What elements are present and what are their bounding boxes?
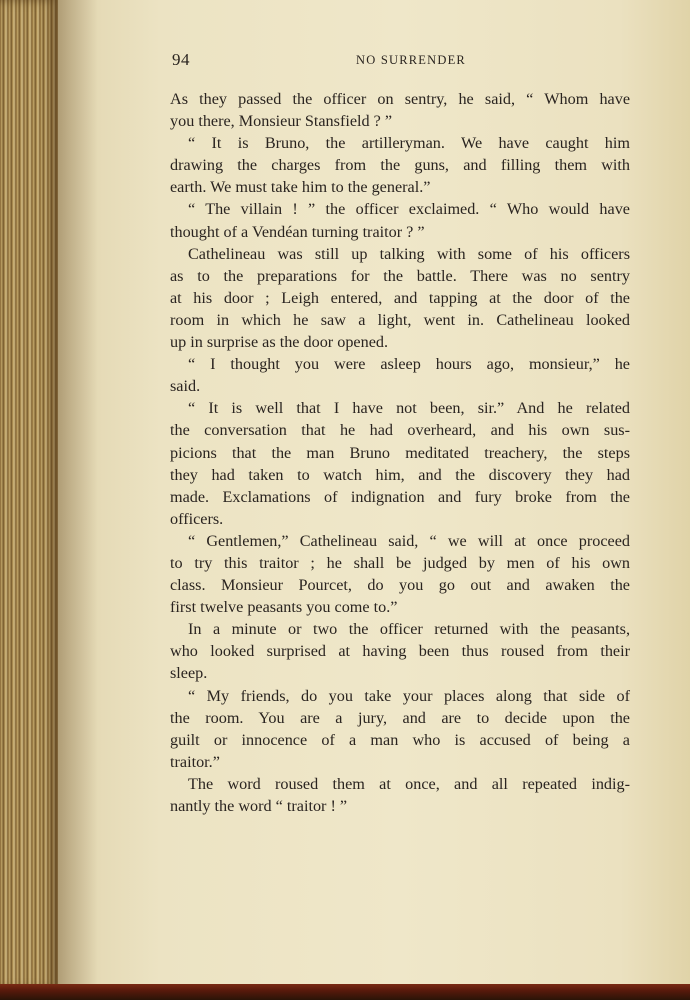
text-line: traitor.” bbox=[170, 752, 220, 771]
text-line: you there, Monsieur Stansfield ? ” bbox=[170, 112, 393, 131]
text-line: “ I thought you were asleep hours ago, monsieur,” he bbox=[188, 355, 630, 374]
text-line: picions that the man Bruno meditated treachery, the steps bbox=[170, 443, 630, 462]
text-line: room in which he saw a light, went in. Cathelineau looked bbox=[170, 310, 630, 329]
text-line: as to the preparations for the battle. There was no sentry bbox=[170, 266, 630, 285]
text-line: officers. bbox=[170, 509, 224, 528]
text-line: at his door ; Leigh entered, and tapping at the door of the bbox=[170, 288, 630, 307]
text-line: the conversation that he had overheard, and his own sus- bbox=[170, 421, 630, 440]
text-line: the room. You are a jury, and are to decide upon the bbox=[170, 708, 630, 727]
text-line: first twelve peasants you come to.” bbox=[170, 598, 398, 617]
text-line: drawing the charges from the guns, and filling them with bbox=[170, 156, 630, 175]
text-line: who looked surprised at having been thus roused from their bbox=[170, 642, 630, 661]
text-line: The word roused them at once, and all repeated indig- bbox=[188, 774, 630, 793]
text-line: class. Monsieur Pourcet, do you go out and awaken the bbox=[170, 576, 630, 595]
text-line: “ The villain ! ” the officer exclaimed. “ Who would have bbox=[188, 200, 630, 219]
text-line: “ My friends, do you take your places along that side of bbox=[188, 686, 630, 705]
text-line: they had taken to watch him, and the discovery they had bbox=[170, 465, 630, 484]
text-line: guilt or innocence of a man who is accused of being a bbox=[170, 730, 630, 749]
text-line: up in surprise as the door opened. bbox=[170, 333, 389, 352]
text-line: “ It is well that I have not been, sir.” And he related bbox=[188, 399, 630, 418]
text-line: made. Exclamations of indignation and fury broke from the bbox=[170, 487, 630, 506]
gutter-shadow bbox=[58, 0, 98, 990]
text-line: “ It is Bruno, the artilleryman. We have caught him bbox=[188, 134, 630, 153]
book-cover-edge bbox=[0, 984, 690, 1000]
running-title: NO SURRENDER bbox=[356, 53, 466, 67]
page-header bbox=[172, 50, 630, 72]
text-line: sleep. bbox=[170, 664, 208, 683]
body-text bbox=[170, 88, 630, 817]
text-line: nantly the word “ traitor ! ” bbox=[170, 797, 348, 815]
page-number: 94 bbox=[172, 50, 190, 69]
text-line: earth. We must take him to the general.” bbox=[170, 178, 431, 197]
page-edges bbox=[0, 0, 58, 990]
text-line: thought of a Vendéan turning traitor ? ” bbox=[170, 222, 425, 241]
text-line: As they passed the officer on sentry, he said, “ Whom have bbox=[170, 90, 630, 108]
text-line: said. bbox=[170, 377, 201, 396]
text-line: to try this traitor ; he shall be judged by men of his own bbox=[170, 553, 630, 572]
text-line: Cathelineau was still up talking with some of his officers bbox=[188, 244, 630, 263]
text-line: “ Gentlemen,” Cathelineau said, “ we will at once proceed bbox=[188, 531, 630, 550]
text-line: In a minute or two the officer returned with the peasants, bbox=[188, 620, 630, 639]
